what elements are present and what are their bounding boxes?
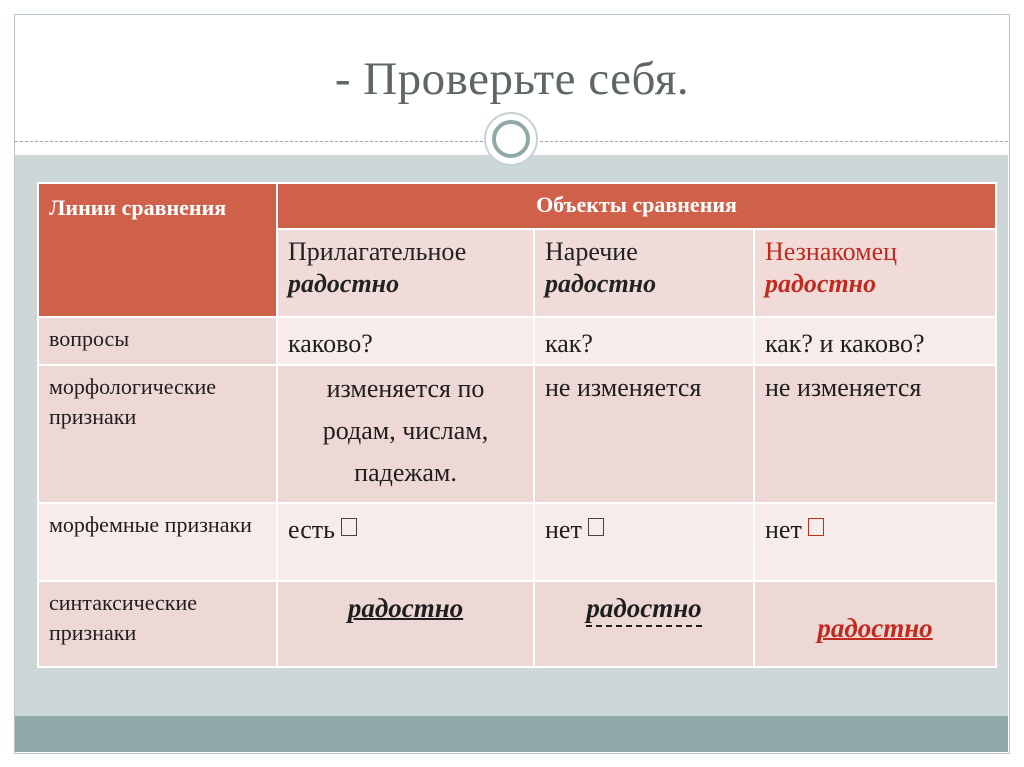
- box-icon: [341, 518, 357, 536]
- table-cell: каково?: [277, 317, 534, 365]
- header-left-label: Линии сравнения: [49, 195, 227, 220]
- table-cell: как? и каково?: [754, 317, 996, 365]
- syntactic-word: радостно: [817, 613, 933, 643]
- table-cell: [277, 581, 534, 667]
- table-cell: [277, 503, 534, 581]
- column-type-label: Прилагательное: [288, 237, 467, 266]
- column-word: радостно: [545, 269, 657, 298]
- table-cell: [754, 503, 996, 581]
- table-cell: [534, 503, 754, 581]
- footer-band: [15, 716, 1008, 752]
- row-label: вопросы: [38, 317, 277, 365]
- slide-title: - Проверьте себя.: [334, 53, 690, 105]
- title-circle-ornament: [484, 112, 538, 166]
- header-top-label: Объекты сравнения: [536, 192, 737, 217]
- table-row: [38, 317, 996, 365]
- box-icon: [808, 518, 824, 536]
- header-lines-of-comparison: [38, 183, 277, 317]
- box-icon: [588, 518, 604, 536]
- column-adjective: [277, 229, 534, 317]
- column-stranger: [754, 229, 996, 317]
- syntactic-word: радостно: [586, 593, 701, 627]
- cell-text: нет: [765, 515, 802, 544]
- table-cell: не изменяется: [754, 365, 996, 503]
- cell-text: есть: [288, 515, 335, 544]
- column-word: радостно: [288, 269, 400, 298]
- table-cell: как?: [534, 317, 754, 365]
- table-cell: изменяется по родам, числам, падежам.: [277, 365, 534, 503]
- row-label: морфологические признаки: [38, 365, 277, 503]
- syntactic-word: радостно: [347, 593, 464, 623]
- table-cell: [754, 581, 996, 667]
- table-row: [38, 365, 996, 503]
- cell-text: нет: [545, 515, 582, 544]
- comparison-table: [37, 182, 997, 668]
- column-type-label: Незнакомец: [765, 237, 898, 266]
- column-type-label: Наречие: [545, 237, 638, 266]
- table-cell: не изменяется: [534, 365, 754, 503]
- row-label: синтаксические признаки: [38, 581, 277, 667]
- table-cell: [534, 581, 754, 667]
- table-row: [38, 581, 996, 667]
- column-adverb: [534, 229, 754, 317]
- header-objects-of-comparison: [277, 183, 996, 229]
- row-label: морфемные признаки: [38, 503, 277, 581]
- table-row: [38, 503, 996, 581]
- column-word: радостно: [765, 269, 877, 298]
